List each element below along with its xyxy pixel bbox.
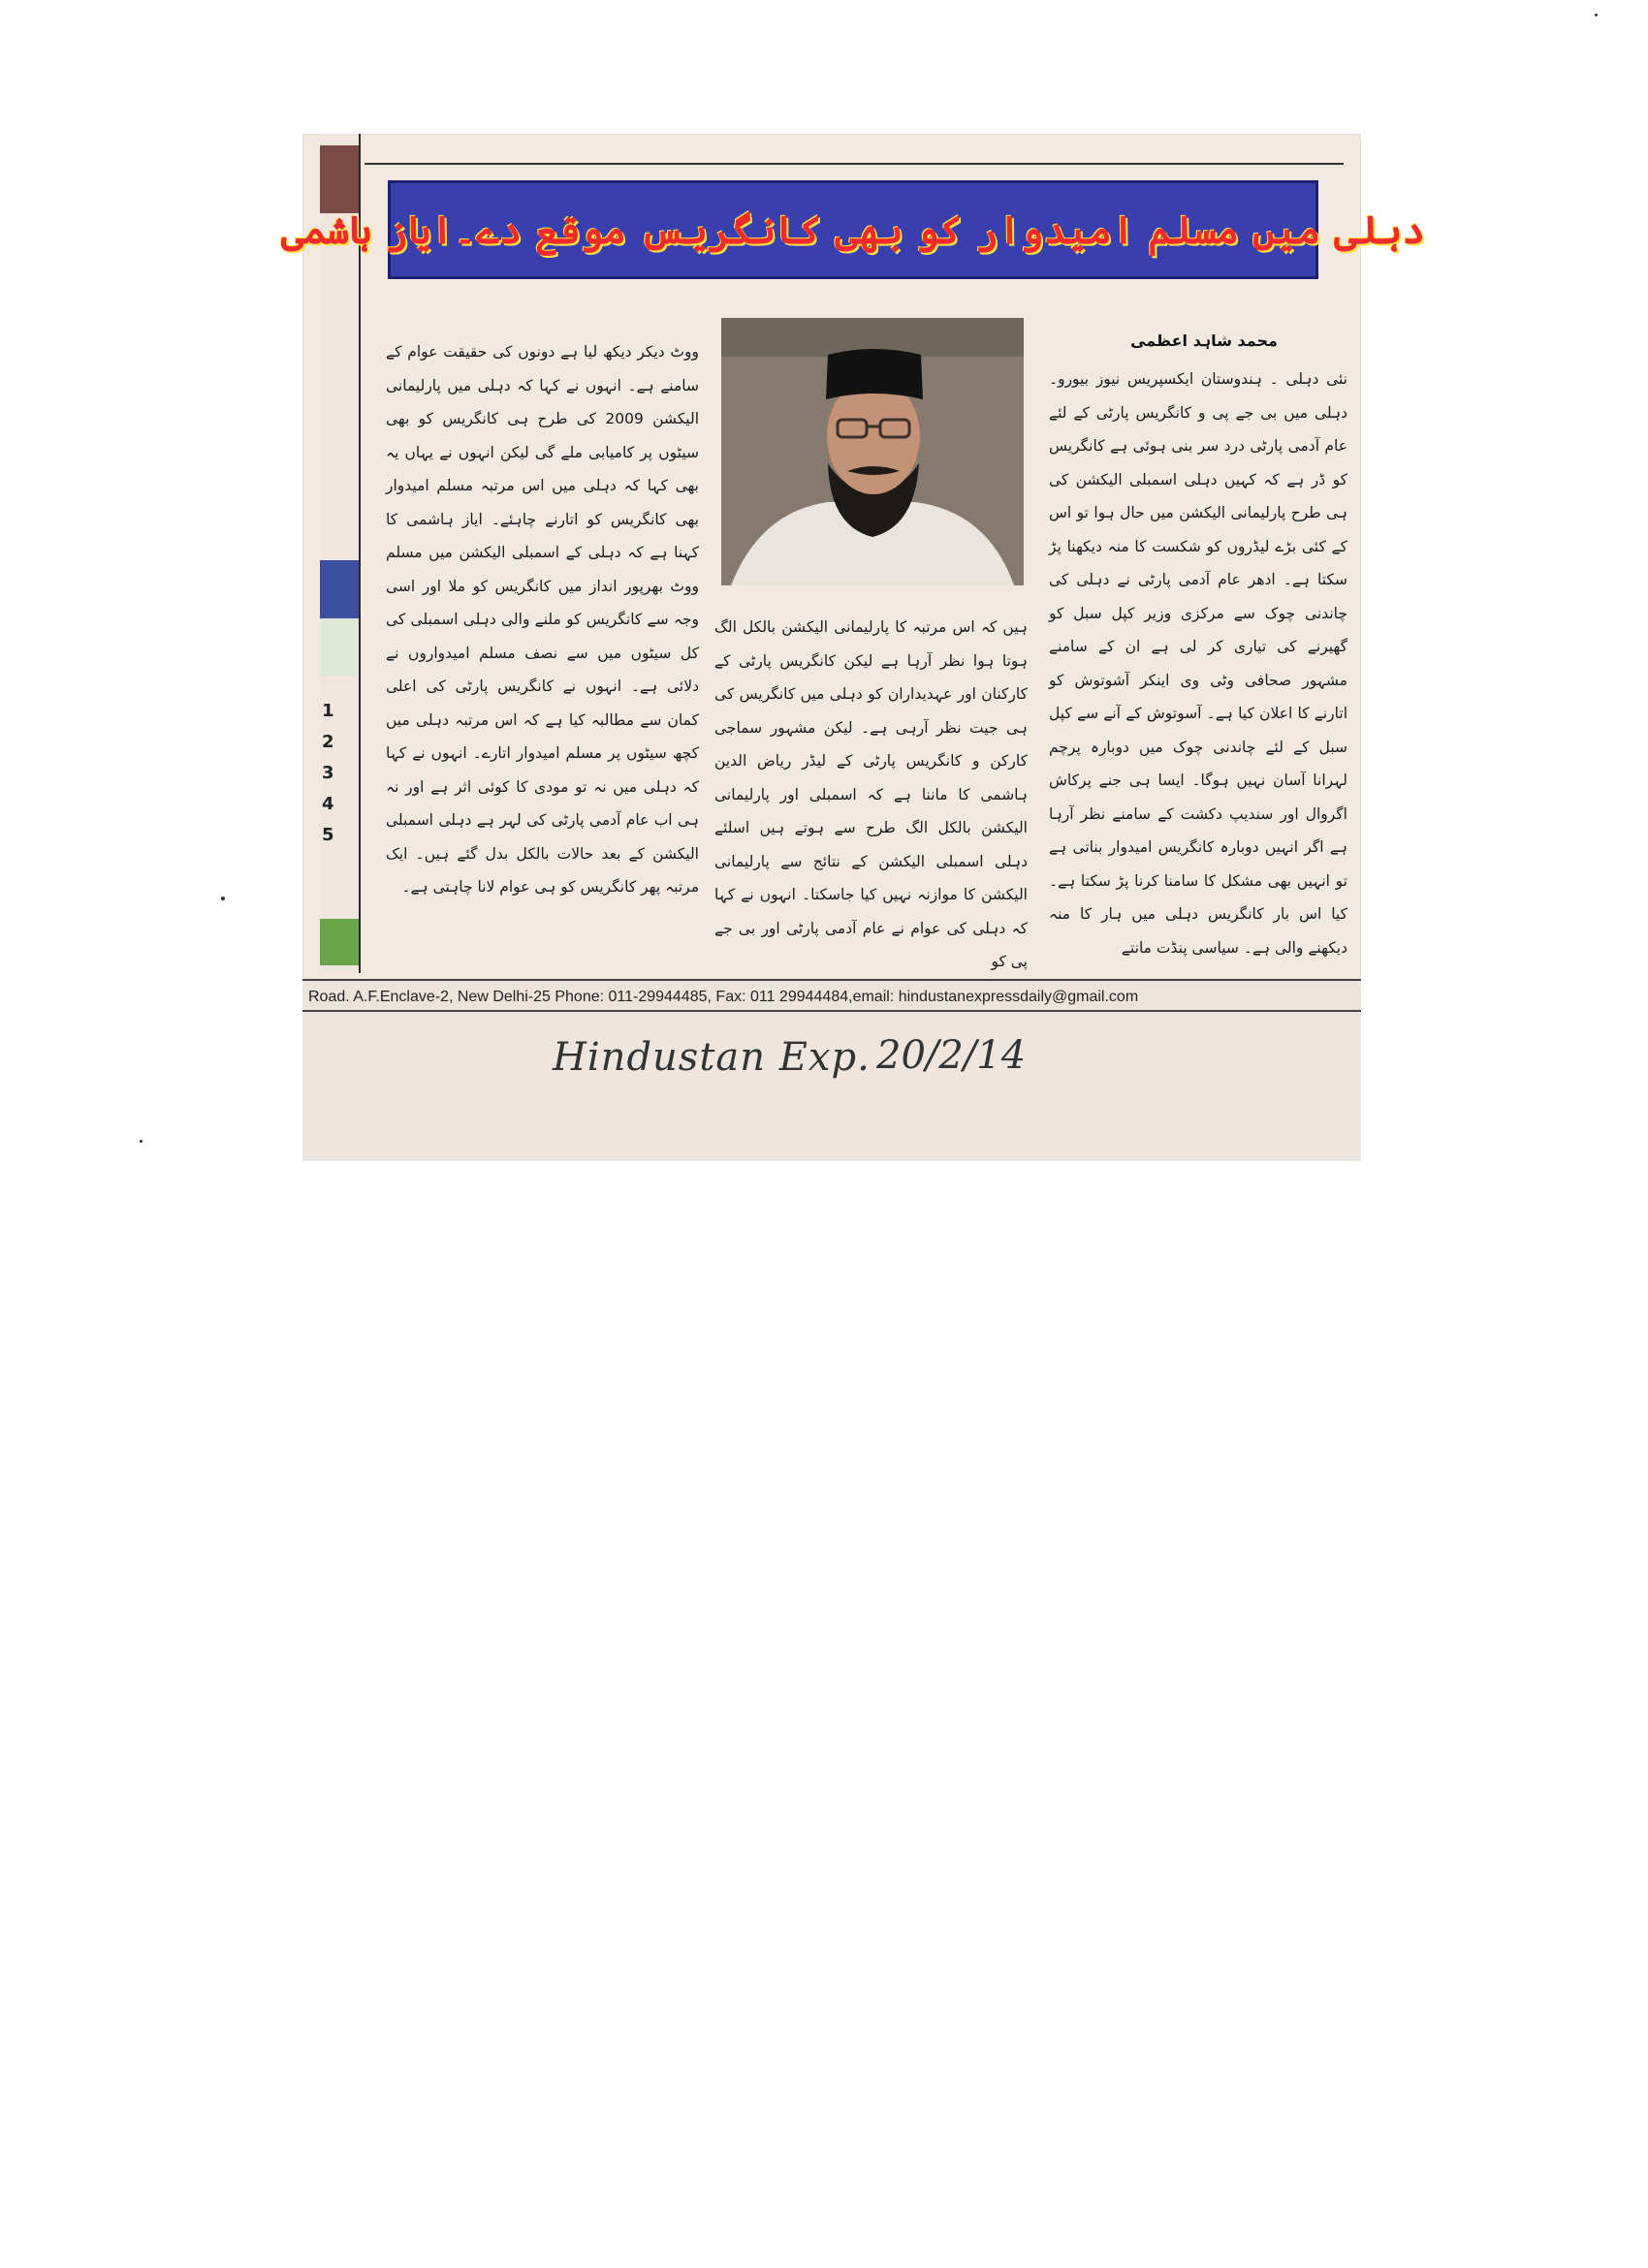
article-column-middle: ہیں کہ اس مرتبہ کا پارلیمانی الیکشن بالکل الگ ہوتا ہوا نظر آرہا ہے لیکن کانگریس پارٹی کے کارکنان اور عہدیداران کو دہلی میں کانگریس کی ہی جیت نظر آرہی ہے۔ لیکن مشہور سماجی کارکن و کانگریس پارٹی کے لیڈر ریاض الدین ہاشمی کا ماننا ہے کہ اسمبلی اور پارلیمانی الیکشن بالکل الگ طرح سے ہوتے ہیں اسلئے دہلی اسمبلی الیکشن کے نتائج سے پارلیمانی الیکشن کا موازنہ نہیں کیا جاسکتا۔ انہوں نے کہا کہ دہلی کی عوام نے عام آدمی پارٹی اور بی جے پی کو	[714, 618, 1028, 970]
scan-speck	[140, 1140, 143, 1143]
fragment-blue-box	[320, 560, 359, 618]
fragment-green-box	[320, 618, 359, 677]
portrait-photo	[721, 318, 1024, 585]
headline: دہلی میں مسلم امیدوار کو بھی کانگریس موقع دے۔ایاز ہاشمی	[280, 206, 1426, 253]
fragment-photo	[320, 145, 359, 213]
side-number: 5	[322, 825, 334, 845]
article-column-right: نئی دہلی ۔ ہندوستان ایکسپریس نیوز بیورو۔ دہلی میں بی جے پی و کانگریس پارٹی کے لئے عام آدمی پارٹی درد سر بنی ہوئی ہے کانگریس کو ڈر ہے کہ کہیں دہلی اسمبلی الیکشن کی ہی طرح پارلیمانی الیکشن میں حال ہوا تو اس کے کئی بڑے لیڈروں کو شکست کا منہ دیکھنا پڑ سکتا ہے۔ ادھر عام آدمی پارٹی نے دہلی کی چاندنی چوک سے مرکزی وزیر کپل سبل کو گھیرنے کی تیاری کر لی ہے ان کے سامنے مشہور صحافی وٹی وی اینکر آشوتوش کو اتارنے کا اعلان کیا ہے۔ آسوتوش کے آنے سے کپل سبل کے لئے چاندنی چوک میں دوبارہ پرچم لہرانا آسان نہیں ہوگا۔ ایسا ہی جنے پرکاش اگروال اور سندیپ دکشت کے سامنے نظر آرہا ہے اگر انہیں دوبارہ کانگریس امیدوار بناتی ہے تو انہیں بھی مشکل کا سامنا کرنا پڑ سکتا ہے۔ کیا اس بار کانگریس دہلی میں ہار کا منہ دیکھنے والی ہے۔ سیاسی پنڈت مانتے	[1049, 370, 1347, 957]
byline: محمد شاہد اعظمی	[1130, 331, 1278, 350]
headline-banner	[280, 180, 1426, 279]
portrait-illustration	[721, 318, 1024, 585]
newspaper-clipping	[280, 134, 1426, 1161]
clipping-margin	[302, 1006, 1361, 1161]
adjacent-column-fragment	[320, 134, 361, 973]
top-rule	[364, 140, 1344, 165]
handwritten-source: Hindustan Exp.	[553, 1035, 871, 1080]
fragment-ad-strip	[320, 919, 359, 965]
scan-speck	[1595, 14, 1598, 16]
side-number: 3	[322, 763, 334, 783]
article-column-left: ووٹ دیکر دیکھ لیا ہے دونوں کی حقیقت عوام کے سامنے ہے۔ انہوں نے کہا کہ دہلی میں پارلیمانی الیکشن 2009 کی طرح ہی کانگریس کو بھی سیٹوں پر کامیابی ملے گی لیکن انہوں نے یہاں یہ بھی کہا کہ دہلی میں اس مرتبہ مسلم امیدوار بھی کانگریس کو اتارنے چاہئے۔ ایاز ہاشمی کا کہنا ہے کہ دہلی کے اسمبلی الیکشن میں مسلم ووٹ بھرپور انداز میں کانگریس کو ملا اور اسی وجہ سے کانگریس کو ملنے والی دہلی اسمبلی کی کل سیٹوں میں سے نصف مسلم امیدواروں نے دلائی ہے۔ انہوں نے کانگریس پارٹی کی اعلی کمان سے مطالبہ کیا ہے کہ اس مرتبہ دہلی میں کچھ سیٹوں پر مسلم امیدوار اتارے۔ انہوں نے کہا کہ دہلی میں نہ تو مودی کا کوئی اثر ہے اور نہ ہی اب عام آدمی پارٹی کی لہر ہے دہلی اسمبلی الیکشن کے بعد حالات بالکل بدل گئے ہیں۔ ایک مرتبہ پھر کانگریس کو ہی عوام لانا چاہتی ہے۔	[386, 343, 700, 896]
newspaper-footer: Road. A.F.Enclave-2, New Delhi-25 Phone: 011-29944485, Fax: 011 29944484,email: hindustanexpressdaily@gmail.com	[302, 979, 1361, 1012]
side-number: 1	[322, 701, 334, 721]
scan-speck	[221, 897, 225, 900]
side-number: 2	[322, 732, 334, 752]
side-number: 4	[322, 794, 334, 814]
handwritten-date: 20/2/14	[876, 1033, 1027, 1078]
